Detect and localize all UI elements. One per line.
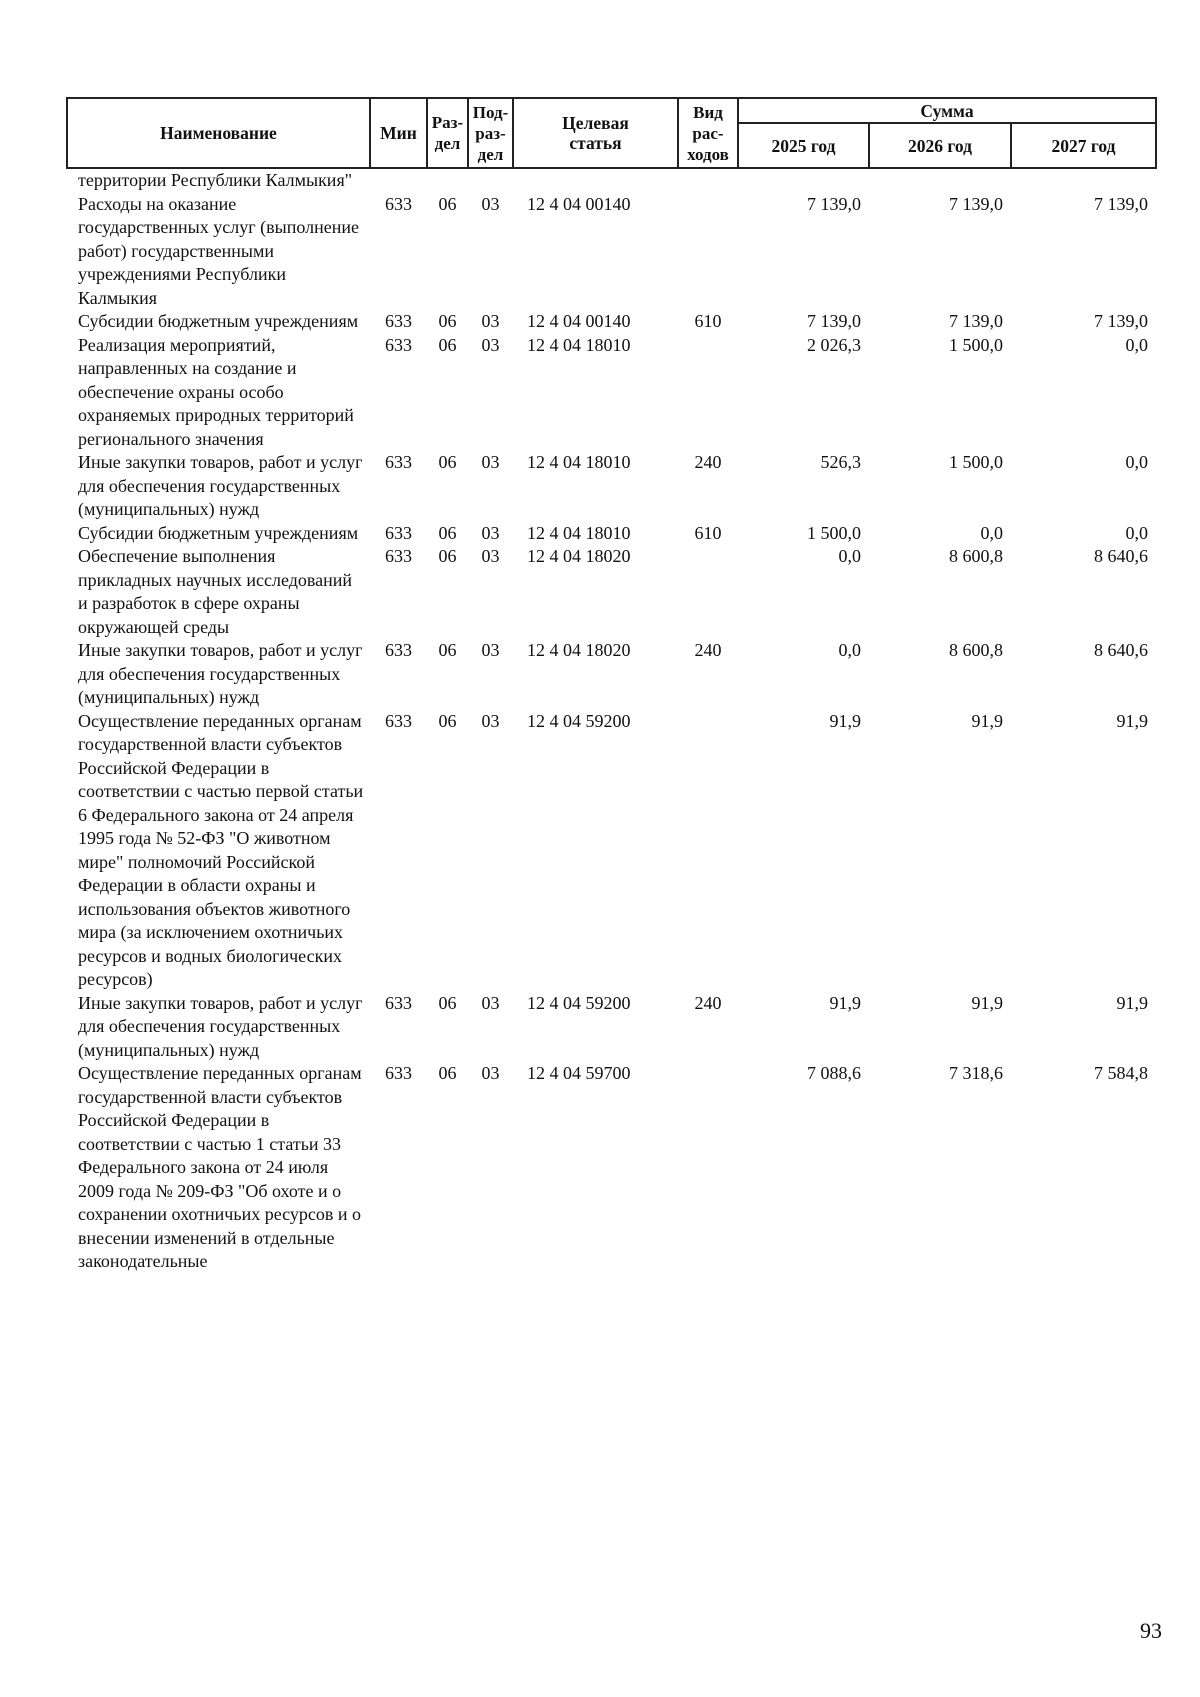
row-razdel: 06 — [438, 640, 457, 660]
row-vid — [678, 168, 738, 193]
header-min: Мин — [370, 98, 427, 168]
row-sum-2025: 7 088,6 — [807, 1063, 861, 1083]
row-sum-2027: 7 139,0 — [1094, 193, 1148, 214]
table-row — [67, 545, 1156, 639]
row-vid: 610 — [694, 522, 722, 543]
header-podrazdel: Под- раз- дел — [468, 98, 513, 168]
row-name: Субсидии бюджетным учреждениям — [78, 311, 359, 331]
row-sum-2027: 8 640,6 — [1094, 640, 1148, 660]
row-min: 633 — [385, 710, 412, 731]
row-sum-2026: 7 139,0 — [949, 311, 1003, 331]
table-header — [67, 98, 1156, 168]
row-sum-2025: 7 139,0 — [807, 193, 861, 214]
row-target: 12 4 04 18020 — [527, 640, 631, 660]
row-sum-2025: 0,0 — [838, 640, 861, 660]
row-podrazdel: 03 — [481, 311, 500, 331]
row-sum-2025: 91,9 — [829, 992, 861, 1013]
row-sum-2025 — [738, 168, 869, 193]
row-name: Расходы на оказание государственных услуг (выполнение работ) государственными учреждениями Республики Калмыкия — [78, 193, 359, 308]
row-sum-2026: 8 600,8 — [949, 546, 1003, 566]
row-name: Осуществление переданных органам государственной власти субъектов Российской Федерации в соответствии с частью 1 статьи 33 Федерального закона от 24 июля 2009 года № 209-ФЗ "Об охоте и о сохранении охотничьих ресурсов и о внесении изменений в отдельные законодательные — [78, 1063, 362, 1271]
row-min: 633 — [385, 992, 412, 1013]
row-min — [370, 168, 427, 193]
row-razdel: 06 — [438, 193, 457, 214]
row-razdel: 06 — [438, 1063, 457, 1083]
row-podrazdel: 03 — [481, 640, 500, 660]
row-sum-2026: 91,9 — [971, 992, 1003, 1013]
row-sum-2026: 7 139,0 — [949, 193, 1003, 214]
row-razdel: 06 — [438, 334, 457, 355]
row-min: 633 — [385, 193, 412, 214]
row-min: 633 — [385, 311, 412, 331]
row-name: Иные закупки товаров, работ и услуг для обеспечения государственных (муниципальных) нужд — [78, 640, 363, 707]
row-min: 633 — [385, 334, 412, 355]
row-vid: 240 — [694, 640, 722, 660]
row-sum-2025: 0,0 — [838, 546, 861, 566]
table-row — [67, 168, 1156, 193]
row-name: Субсидии бюджетным учреждениям — [78, 522, 359, 543]
row-podrazdel: 03 — [481, 710, 500, 731]
row-vid — [678, 334, 738, 452]
table-row — [67, 710, 1156, 992]
row-sum-2027: 91,9 — [1116, 992, 1148, 1013]
header-vid: Вид рас- ходов — [678, 98, 738, 168]
row-vid: 610 — [694, 311, 722, 331]
row-sum-2026 — [869, 168, 1011, 193]
row-min: 633 — [385, 640, 412, 660]
row-target: 12 4 04 18010 — [527, 452, 631, 472]
row-sum-2027: 7 584,8 — [1094, 1063, 1148, 1083]
table-body — [67, 168, 1156, 1274]
row-razdel: 06 — [438, 452, 457, 472]
page-number: 93 — [1140, 1618, 1162, 1643]
row-min: 633 — [385, 452, 412, 472]
row-target: 12 4 04 59700 — [527, 1063, 631, 1083]
row-sum-2025: 526,3 — [820, 452, 861, 472]
row-vid — [678, 710, 738, 992]
row-name: Иные закупки товаров, работ и услуг для обеспечения государственных (муниципальных) нужд — [78, 992, 363, 1060]
header-year-2025: 2025 год — [738, 123, 869, 168]
table-row — [67, 992, 1156, 1063]
row-sum-2026: 7 318,6 — [949, 1063, 1003, 1083]
row-vid — [678, 1062, 738, 1274]
row-sum-2026: 1 500,0 — [949, 452, 1003, 472]
row-name: Обеспечение выполнения прикладных научных исследований и разработок в сфере охраны окружающей среды — [78, 546, 353, 637]
row-sum-2027: 0,0 — [1125, 334, 1148, 355]
header-sum: Сумма — [738, 98, 1156, 123]
table-row — [67, 522, 1156, 546]
table-row — [67, 639, 1156, 710]
header-name: Наименование — [67, 98, 370, 168]
row-sum-2027: 0,0 — [1125, 452, 1148, 472]
row-sum-2025: 7 139,0 — [807, 311, 861, 331]
row-sum-2025: 91,9 — [829, 710, 861, 731]
row-sum-2026: 1 500,0 — [949, 334, 1003, 355]
row-sum-2027: 8 640,6 — [1094, 546, 1148, 566]
row-sum-2025: 2 026,3 — [807, 334, 861, 355]
row-sum-2026: 0,0 — [980, 522, 1003, 543]
row-vid: 240 — [694, 992, 722, 1013]
row-podrazdel: 03 — [481, 546, 500, 566]
table-row — [67, 451, 1156, 522]
row-podrazdel — [468, 168, 513, 193]
row-target: 12 4 04 59200 — [527, 710, 631, 731]
row-podrazdel: 03 — [481, 1063, 500, 1083]
row-target: 12 4 04 00140 — [527, 311, 631, 331]
row-vid — [678, 193, 738, 311]
row-razdel: 06 — [438, 710, 457, 731]
table-row — [67, 334, 1156, 452]
header-razdel: Раз- дел — [427, 98, 468, 168]
row-podrazdel: 03 — [481, 992, 500, 1013]
budget-table — [66, 97, 1157, 1274]
table-row — [67, 1062, 1156, 1274]
row-sum-2027: 91,9 — [1116, 710, 1148, 731]
row-name: Иные закупки товаров, работ и услуг для обеспечения государственных (муниципальных) нужд — [78, 452, 363, 519]
row-name: Осуществление переданных органам государственной власти субъектов Российской Федерации в соответствии с частью первой статьи 6 Федерального закона от 24 апреля 1995 года № 52-ФЗ "О животном мире" полномочий Российской Федерации в области охраны и использования объектов животного мира (за исключением охотничьих ресурсов и водных биологических ресурсов) — [78, 710, 364, 989]
row-razdel: 06 — [438, 992, 457, 1013]
table-row — [67, 193, 1156, 311]
header-target: Целевая статья — [513, 98, 678, 168]
row-podrazdel: 03 — [481, 522, 500, 543]
row-sum-2027: 7 139,0 — [1094, 311, 1148, 331]
row-sum-2027 — [1011, 168, 1156, 193]
row-podrazdel: 03 — [481, 193, 500, 214]
row-target: 12 4 04 18010 — [527, 334, 631, 355]
table-row — [67, 310, 1156, 334]
row-razdel: 06 — [438, 311, 457, 331]
header-year-2027: 2027 год — [1011, 123, 1156, 168]
row-target — [513, 168, 678, 193]
row-target: 12 4 04 59200 — [527, 992, 631, 1013]
header-year-2026: 2026 год — [869, 123, 1011, 168]
row-podrazdel: 03 — [481, 334, 500, 355]
row-min: 633 — [385, 546, 412, 566]
row-vid — [678, 545, 738, 639]
row-min: 633 — [385, 1063, 412, 1083]
row-target: 12 4 04 18010 — [527, 522, 631, 543]
row-podrazdel: 03 — [481, 452, 500, 472]
row-razdel — [427, 168, 468, 193]
row-sum-2025: 1 500,0 — [807, 522, 861, 543]
row-sum-2026: 91,9 — [971, 710, 1003, 731]
row-vid: 240 — [694, 452, 722, 472]
row-name: территории Республики Калмыкия" — [78, 170, 353, 190]
row-target: 12 4 04 00140 — [527, 193, 631, 214]
row-razdel: 06 — [438, 522, 457, 543]
row-target: 12 4 04 18020 — [527, 546, 631, 566]
row-sum-2026: 8 600,8 — [949, 640, 1003, 660]
row-sum-2027: 0,0 — [1125, 522, 1148, 543]
row-name: Реализация мероприятий, направленных на создание и обеспечение охраны особо охраняемых природных территорий регионального значения — [78, 334, 354, 449]
row-razdel: 06 — [438, 546, 457, 566]
row-min: 633 — [385, 522, 412, 543]
